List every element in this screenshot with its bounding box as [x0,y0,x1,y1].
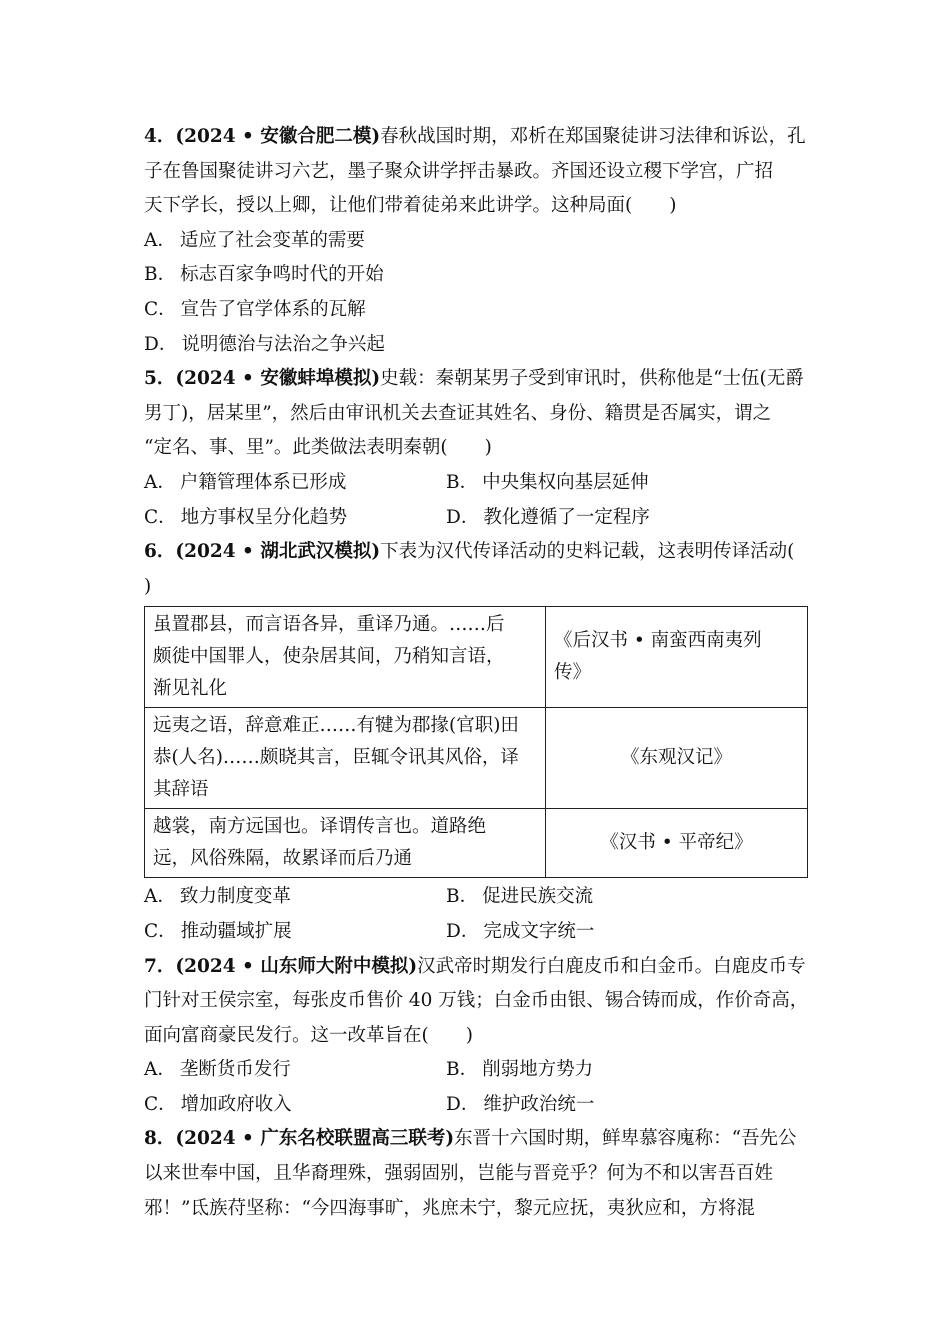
option-b: B． 中央集权向基层延伸 [446,471,649,493]
question-stem [144,535,808,570]
question-6 [144,535,808,949]
question-source: (2024 • 安徽蚌埠模拟) [175,368,381,390]
source-table [144,606,808,878]
table-row [145,708,808,809]
table-cell-ref: 《汉书 • 平帝纪》 [546,809,808,878]
option-row [144,1053,808,1088]
table-cell-ref: 《东观汉记》 [546,708,808,809]
option-d: D． 说明德治与法治之争兴起 [144,333,385,355]
option-row [144,1088,808,1123]
question-stem [144,362,808,397]
stem-line: 史载：秦朝某男子受到审讯时，供称他是“士伍(无爵 [380,368,804,390]
option-row [144,915,808,950]
option-c: C． 增加政府收入 [144,1093,292,1115]
option-a: A． 户籍管理体系已形成 [144,471,347,493]
option-b: B． 削弱地方势力 [446,1059,594,1081]
table-cell-text: 越裳，南方远国也。译谓传言也。道路绝 远，风俗殊隔，故累译而后乃通 [145,809,546,878]
stem-line: 汉武帝时期发行白鹿皮币和白金币。白鹿皮币专 [417,955,806,977]
option-row [144,880,808,915]
question-number: 5． [144,368,176,390]
option-b: B． 标志百家争鸣时代的开始 [144,264,384,286]
option-b: B． 促进民族交流 [446,886,594,908]
stem-line: 邪！”氐族苻坚称：“今四海事旷，兆庶未宁，黎元应抚，夷狄应和，方将混 [144,1197,755,1219]
question-stem [144,950,808,985]
option-row [144,501,808,536]
stem-line: 以来世奉中国，且华裔理殊，强弱固别，岂能与晋竞乎？何为不和以害吾百姓 [144,1163,774,1185]
stem-line: 男丁)，居某里”，然后由审讯机关去查证其姓名、身份、籍贯是否属实，谓之 [144,402,772,424]
option-a: A． 致力制度变革 [144,886,291,908]
option-row [144,466,808,501]
option-c: C． 地方事权呈分化趋势 [144,506,348,528]
question-source: (2024 • 广东名校联盟高三联考) [175,1128,455,1150]
question-number: 4． [144,126,176,147]
option-d: D． 维护政治统一 [446,1093,595,1115]
option-c: C． 宣告了官学体系的瓦解 [144,298,366,320]
stem-line: 下表为汉代传译活动的史料记载，这表明传译活动( [380,541,795,563]
question-8 [144,1122,808,1226]
table-row [145,809,808,878]
question-5 [144,362,808,535]
stem-line: 春秋战国时期，邓析在郑国聚徒讲习法律和诉讼，孔 [380,126,806,147]
option-a: A． 适应了社会变革的需要 [144,229,365,251]
stem-line: 东晋十六国时期，鲜卑慕容廆称：“吾先公 [454,1128,797,1150]
stem-line: “定名、事、里”。此类做法表明秦朝( ) [144,437,492,459]
question-source: (2024 • 安徽合肥二模) [175,126,381,147]
question-source: (2024 • 湖北武汉模拟) [175,541,381,563]
option-a: A． 垄断货币发行 [144,1059,291,1081]
question-page [144,120,808,1226]
stem-line: 门针对王侯宗室，每张皮币售价 40 万钱；白金币由银、锡合铸而成，作价奇高， [144,990,809,1012]
stem-line: 面向富商豪民发行。这一改革旨在( ) [144,1024,473,1046]
option-d: D． 教化遵循了一定程序 [446,506,650,528]
question-source: (2024 • 山东师大附中模拟) [175,955,418,977]
question-7 [144,950,808,1123]
table-row [145,607,808,708]
question-number: 6． [144,541,176,563]
stem-line: 子在鲁国聚徒讲习六艺，墨子聚众讲学抨击暴政。齐国还设立稷下学宫，广招 [144,160,774,182]
question-stem [144,120,808,155]
question-4 [144,120,808,362]
question-stem [144,1122,808,1157]
question-number: 8． [144,1128,176,1150]
stem-line: ) [144,575,152,597]
option-d: D． 完成文字统一 [446,920,595,942]
table-cell-text: 虽置郡县，而言语各异，重译乃通。……后 颇徙中国罪人，使杂居其间，乃稍知言语， 渐见礼化 [145,607,546,708]
question-number: 7． [144,955,176,977]
stem-line: 天下学长，授以上卿，让他们带着徒弟来此讲学。这种局面( ) [144,195,677,217]
table-cell-ref: 《后汉书 • 南蛮西南夷列 传》 [546,607,808,708]
option-c: C． 推动疆域扩展 [144,920,292,942]
table-cell-text: 远夷之语，辞意难正……有犍为郡掾(官职)田 恭(人名)……颇晓其言，臣辄令讯其风俗，译 其辞语 [145,708,546,809]
